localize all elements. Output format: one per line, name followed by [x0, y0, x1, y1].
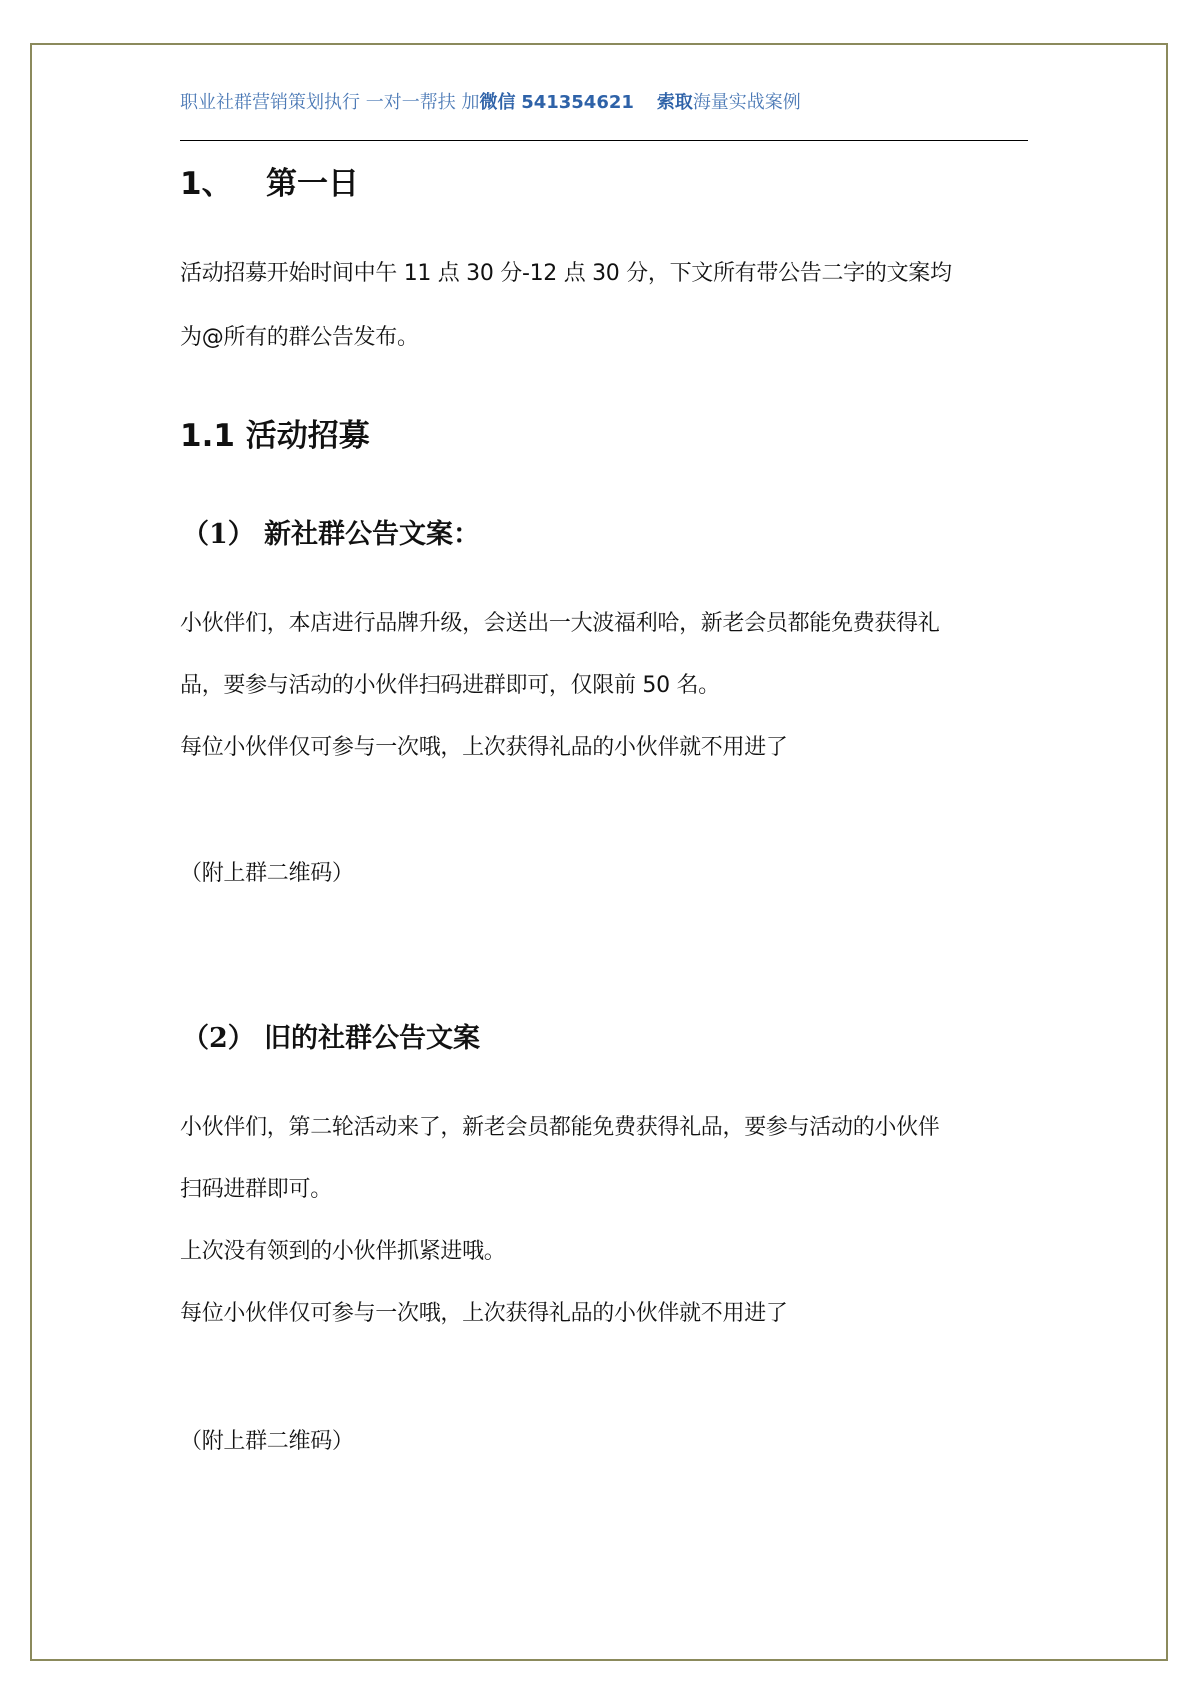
section-title: 第一日 [266, 166, 359, 202]
part1-line-2: 品，要参与活动的小伙伴扫码进群即可，仅限前 50 名。 [180, 673, 720, 698]
part2-title: 旧的社群公告文案 [264, 1023, 480, 1054]
part1-line-1: 小伙伴们，本店进行品牌升级，会送出一大波福利哈，新老会员都能免费获得礼 [180, 611, 940, 636]
part2-line-2: 扫码进群即可。 [180, 1177, 332, 1202]
section-heading [180, 158, 359, 203]
intro-line-1: 活动招募开始时间中午 11 点 30 分-12 点 30 分，下文所有带公告二字的文案均 [180, 261, 952, 286]
part2-line-1: 小伙伴们，第二轮活动来了，新老会员都能免费获得礼品，要参与活动的小伙伴 [180, 1115, 940, 1140]
part1-heading [182, 512, 480, 551]
header-prefix: 职业社群营销策划执行 一对一帮扶 加 [180, 92, 480, 113]
header-divider [180, 140, 1028, 141]
header-claim-label: 索取 [656, 92, 693, 113]
intro-line-2: 为@所有的群公告发布。 [180, 325, 419, 350]
part1-note: （附上群二维码） [180, 861, 354, 886]
part1-line-3: 每位小伙伴仅可参与一次哦，上次获得礼品的小伙伴就不用进了 [180, 735, 788, 760]
subsection-heading: 1.1 活动招募 [180, 418, 370, 454]
part2-line-3: 上次没有领到的小伙伴抓紧进哦。 [180, 1239, 506, 1264]
header-wechat-id: 541354621 [521, 92, 634, 113]
part2-heading [182, 1016, 480, 1055]
header-suffix: 海量实战案例 [692, 92, 801, 113]
section-number: 1、 [180, 166, 233, 202]
part2-line-4: 每位小伙伴仅可参与一次哦，上次获得礼品的小伙伴就不用进了 [180, 1301, 788, 1326]
part2-number: （2） [182, 1023, 255, 1054]
part2-note: （附上群二维码） [180, 1429, 354, 1454]
page-header [180, 88, 801, 114]
part1-title: 新社群公告文案： [264, 519, 480, 550]
part1-number: （1） [182, 519, 255, 550]
header-wechat-label: 微信 [479, 92, 516, 113]
